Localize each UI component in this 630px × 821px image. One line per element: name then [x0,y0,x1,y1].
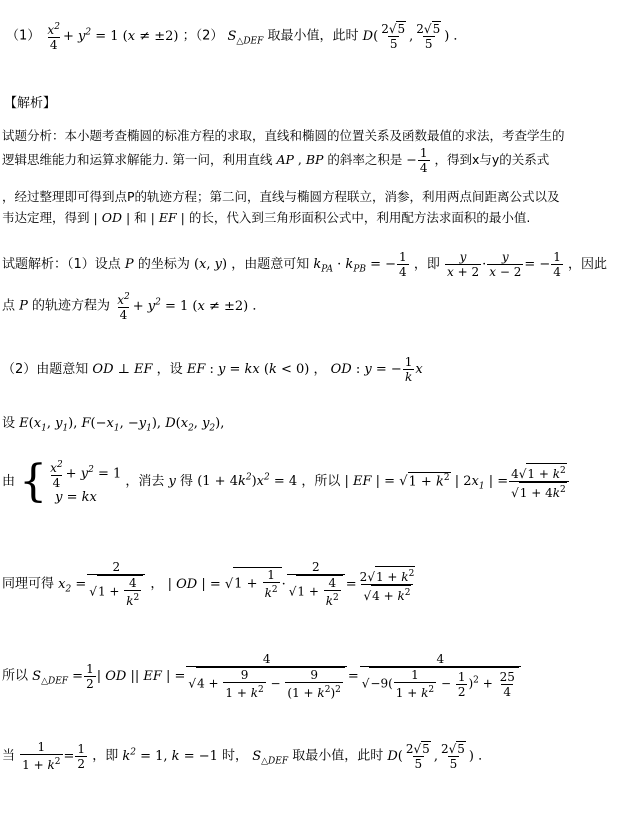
locus-equation: $\frac{x^2}{4}$ + $y^2 = 1$ (x ≠ ±2) [117,292,249,322]
solution-line-3: （2）由题意知 OD ⊥ EF ，设 EF : y = kx (k < 0) ， OD : y = − $\frac{1}{k}$ x [2,355,423,384]
point-d: D( $\frac{2√5}{5}$ , $\frac{2√5}{5}$ ) [362,22,450,51]
analysis-heading: 【解析】 [4,96,57,111]
analysis-line-1: 试题分析：本小题考查椭圆的标准方程的求取，直线和椭圆的位置关系及函数最值的求法，考查学生的 [2,128,565,143]
solution-line-2: 点 P 的轨迹方程为 $\frac{x^2}{4}$ + $y^2 = 1$ (x ≠ ±2) ． [2,292,266,322]
answer-line [6,20,466,52]
answer-sep: ；（2） [182,28,224,44]
ef-formula: | EF | = $√1 + k^2$ | $2x_1$ | = $\frac{4√1 + k^2}{√1 + 4k^2}$ [344,474,569,489]
solution-line-5: 由 { $\frac{x^2}{4}$ + $y^2 = 1$ y = kx ，消去 y 得 $(1 + 4k^2)x^2 = 4$ ，所以 | EF | = $√1 + k^2$ | $2x_1$ | = $\frac{4√1 + k^2}{√1 + 4k^2}$ [2,458,570,505]
slope-expansion: $\frac{y}{x + 2}$ · $\frac{y}{x - 2}$ = − $\frac{1}{4}$ [446,250,561,279]
analysis-line-2: 逻辑思维能力和运算求解能力. 第一问，利用直线 AP , BP 的斜率之积是 − $\frac{1}{4}$ ，得到x与y的关系式 [2,146,550,175]
answer-end: ． [453,28,467,44]
final-point-d: D( $\frac{2√5}{5}$ , $\frac{2√5}{5}$ ) [387,742,474,771]
ef-length: | EF | [150,210,185,225]
analysis-line-3: ，经过整理即可得到点P的轨迹方程；第二问，直线与椭圆方程联立，消参，利用两点间距离公式以及 [2,189,560,204]
analysis-line-4: 韦达定理，得到 | OD | 和 | EF | 的长，代入到三角形面积公式中，利用配方法求面积的最小值. [2,210,531,225]
condition: $\frac{1}{1 + k^2}$ = $\frac{1}{2}$ [22,740,86,772]
ellipse-equation: $\frac{x^2}{4}$ + $y^2 = 1$ (x ≠ ±2) [47,22,179,52]
od-length: | OD | [93,210,131,225]
solution-line-6: 同理可得 $x_2$ = 2 √1 + $\frac{4}{k^2}$ ， | OD | = √1 + $\frac{1}{k^2}$ · 2 √1 + $\frac{4}{k^2}$ = $\frac{2√1 + k^2}{√4 + k^2}$ [2,560,418,608]
solution-line-1: 试题解析：（1）设点 P 的坐标为 (x, y) ，由题意可知 $k_{PA} \cdot k_{PB}$ = − $\frac{1}{4}$ ，即 $\frac{y}{x + 2}$ · $\frac{y}{x - 2}$ = − $\frac{1}{4}$ ，因此 [2,250,608,279]
solution-line-4: 设 $E(x_1$, $y_1$), $F(-x_1$, $-y_1$), $D(x_2$, $y_2$), [2,416,225,434]
area-symbol: $S_{\triangle DEF}$ [227,28,264,47]
x2-formula: $x_2$ = 2 √1 + $\frac{4}{k^2}$ [58,577,146,592]
area-formula: $S_{\triangle DEF}$ = $\frac{1}{2}$ | OD || EF | = 4 √4 + $\frac{9}{1 + k^2}$ − $\frac{9}{(1 + k^2)^2}$ = 4 √−9( $\frac{1}{1 + k^2}$ − $\frac{1}{2}$ )$^2$ + $\frac{25}{4}$ [32,669,522,684]
od-formula: | OD | = √1 + $\frac{1}{k^2}$ · 2 √1 + $\frac{4}{k^2}$ = $\frac{2√1 + k^2}{√4 + k^2}$ [167,560,415,608]
solution-line-8: 当 $\frac{1}{1 + k^2}$ = $\frac{1}{2}$ ，即 $k^2 = 1$, k = −1 时， $S_{\triangle DEF}$ 取最小值，此时 D( $\frac{2√5}{5}$ , $\frac{2√5}{5}$ ) ． [2,740,492,772]
answer-min-text: 取最小值，此时 [267,28,359,44]
slope-product: − $\frac{1}{4}$ [406,146,428,175]
lines-ap-bp: AP , BP [276,152,324,167]
answer-part1-label: （1） [6,28,41,44]
slope-product-eq: $k_{PA} \cdot k_{PB}$ = − $\frac{1}{4}$ [313,250,407,279]
solution-line-7: 所以 $S_{\triangle DEF}$ = $\frac{1}{2}$ | OD || EF | = 4 √4 + $\frac{9}{1 + k^2}$ − $\frac{9}{(1 + k^2)^2}$ = 4 √−9( $\frac{1}{1 + k^2}$ − $\frac{1}{2}$ )$^2$ + $\frac{25}{4}$ [2,652,522,700]
